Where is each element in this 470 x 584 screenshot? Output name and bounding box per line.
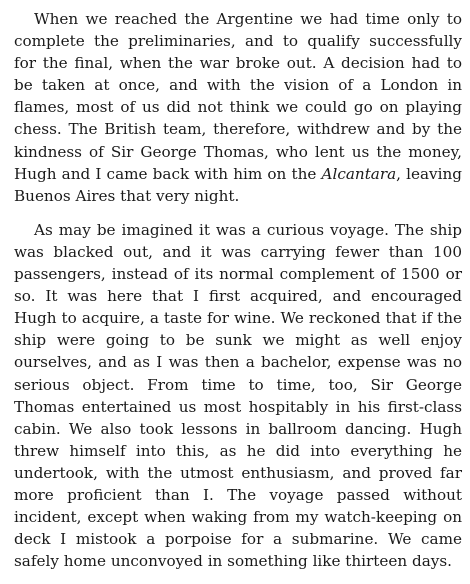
paragraph-2: [14, 219, 462, 573]
paragraph-1-text-before: When we reached the Argentine we had time only to complete the preliminaries, and to qualify successfully for the final, when the war broke out. A decision had to be taken at once, and with the vision of a London in flames, most of us did not think we could go on playing chess. The British team, therefore, withdrew and by the kindness of Sir George Thomas, who lent us the money, Hugh and I came back with him on the: [14, 10, 462, 183]
paragraph-2-text: As may be imagined it was a curious voyage. The ship was blacked out, and it was carrying fewer than 100 passengers, instead of its normal complement of 1500 or so. It was here that I first acquired, and encouraged Hugh to acquire, a taste for wine. We reckoned that if the ship were going to be sunk we might as well enjoy ourselves, and as I was then a bachelor, expense was no serious object. From time to time, too, Sir George Thomas entertained us most hospitably in his first-class cabin. We also took lessons in ballroom dancing. Hugh threw himself into this, as he did into everything he undertook, with the utmost enthusiasm, and proved far more proficient than I. The voyage passed without incident, except when waking from my watch-keeping on deck I mistook a porpoise for a submarine. We came safely home unconvoyed in something like thirteen days.: [14, 220, 462, 571]
paragraph-1: [14, 8, 462, 207]
document-page: [14, 8, 462, 572]
paragraph-1-text-after: , leaving Buenos Aires that very night.: [14, 164, 462, 205]
ship-name-italic: Alcantara: [321, 164, 397, 183]
